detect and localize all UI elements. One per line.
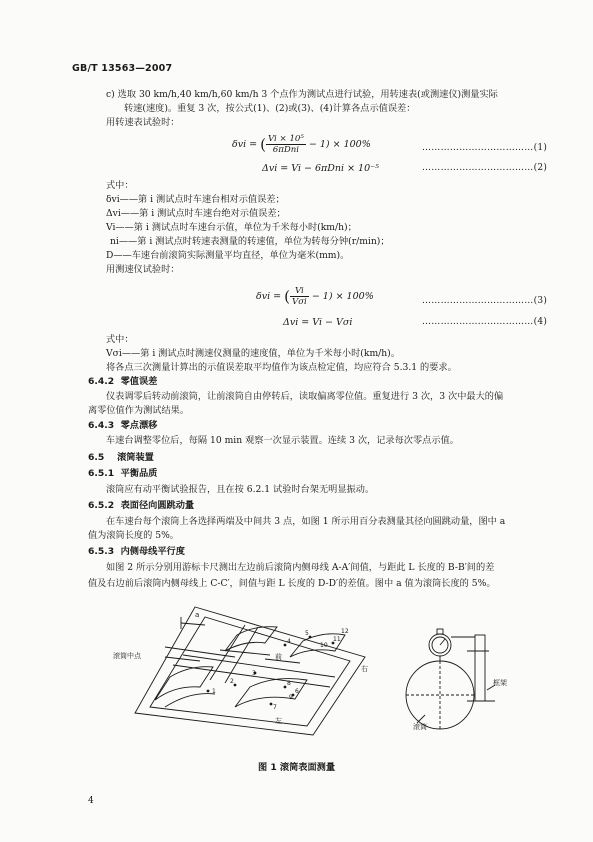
section-6-5-1-p1: 滚筒应有动平衡试验报告，且在按 6.2.1 试验时台架无明显振动。 <box>106 484 375 495</box>
item-c-line2: 转速(速度)。重复 3 次，按公式(1)、(2)或(3)、(4)计算各点示值误差： <box>124 103 416 114</box>
eq1-lhs: δvi = <box>232 139 261 150</box>
section-6-5-1-heading: 6.5.1 平衡品质 <box>88 468 158 479</box>
speed-intro: 用测速仪试验时： <box>106 264 180 275</box>
section-6-4-3-heading: 6.4.3 零点漂移 <box>88 420 158 431</box>
fig-label-frame: 框架 <box>493 679 507 687</box>
eq3-numerator: Vi <box>290 286 309 297</box>
section-6-5-heading: 6.5 滚筒装置 <box>88 452 154 463</box>
section-6-4-2-p2: 离零位值作为测试结果。 <box>88 405 190 416</box>
where-label-1: 式中： <box>106 180 134 191</box>
eq1-denominator: 6πDni <box>272 145 300 155</box>
drum-front-left <box>155 667 213 700</box>
fig-point-1: 1 <box>212 688 216 695</box>
fig-point-4: 4 <box>287 638 291 645</box>
equation-2: Δvi = Vi − 6πDni × 10⁻⁵ <box>262 163 379 174</box>
eq3-ref: ………………………………(3) <box>422 296 548 306</box>
frame-outline <box>135 607 365 735</box>
def-ni: ni——第 i 测试点时转速表测量的转速值，单位为转每分钟(r/min)； <box>110 236 390 247</box>
fig-label-drum-midpoint: 滚筒中点 <box>113 652 141 660</box>
eq3-denominator: Vσi <box>291 297 307 307</box>
fig-point-8: 8 <box>287 680 291 687</box>
page-number: 4 <box>88 796 94 806</box>
fig-label-a: a <box>195 611 200 619</box>
section-6-4-3-p1: 车速台调整零位后，每隔 10 min 观察一次显示装置。连续 3 次，记录每次零点示值。 <box>106 435 459 446</box>
fig-label-drum: 滚筒 <box>413 723 427 731</box>
where-label-2: 式中： <box>106 334 134 345</box>
equation-4: Δvi = Vi − Vσi <box>283 317 353 328</box>
section-6-5-2-p2: 值为滚筒长度的 5%。 <box>88 530 179 541</box>
section-6-5-3-heading: 6.5.3 内侧母线平行度 <box>88 546 185 557</box>
section-6-5-2-heading: 6.5.2 表面径向圆跳动量 <box>88 500 195 511</box>
fig-point-10: 10 <box>320 642 328 649</box>
eq3-fraction <box>290 286 309 307</box>
eq3-rhs: − 1) × 100% <box>308 291 374 302</box>
standard-number: GB/T 13563—2007 <box>72 63 173 74</box>
figure-caption: 图 1 滚筒表面测量 <box>257 762 336 773</box>
fig-label-front: 前 <box>275 653 282 661</box>
section-6-5-3-p2: 值及右边前后滚筒内侧母线上 C-C′，间值与距 L 长度的 D-D′的差值。图中 a 值为滚筒长度的 5%。 <box>88 578 496 589</box>
section-6-5-3-p1: 如图 2 所示分别用游标卡尺测出左边前后滚筒内侧母线 A-A′间值，与距此 L 长度的 B-B′间的差 <box>106 562 495 573</box>
frame-bracket <box>475 635 485 701</box>
eq1-numerator: Vi × 10⁵ <box>267 134 304 144</box>
figure-1-drum-measurement <box>95 595 515 750</box>
fig-point-12: 12 <box>341 628 349 635</box>
def-d: D——车速台前滚筒实际测量平均直径，单位为毫米(mm)。 <box>106 250 350 261</box>
fig-point-9: 9 <box>289 694 293 701</box>
equation-1: δvi = ( $\frac{\text{Vi × 10⁵}}{\text{6πDni}}$ − 1) × 100% <box>232 134 371 155</box>
fig-point-6: 6 <box>295 688 299 695</box>
fig-point-3: 3 <box>252 670 256 677</box>
fig-label-left: 左 <box>275 717 282 725</box>
eq1-fraction <box>266 134 306 155</box>
def-v-sigma: Vσi——第 i 测试点时测速仪测量的速度值，单位为千米每小时(km/h)。 <box>106 348 400 359</box>
def-vi: Vi——第 i 测试点时车速台示值，单位为千米每小时(km/h)； <box>106 222 357 233</box>
fig-point-11: 11 <box>333 636 341 643</box>
item-c-line1: c) 选取 30 km/h,40 km/h,60 km/h 3 个点作为测试点进行试验，用转速表(或测速仪)测量实际 <box>106 89 498 100</box>
eq3-lhs: δvi = <box>256 291 285 302</box>
section-6-5-2-p1: 在车速台每个滚筒上各选择两端及中间共 3 点，如图 1 所示用百分表测量其径向圆跳动量，图中 a <box>106 516 506 527</box>
eq1-ref: ………………………………(1) <box>422 143 548 153</box>
fig-point-2: 2 <box>230 678 234 685</box>
fig-label-right: 右 <box>361 665 368 673</box>
fig-point-5: 5 <box>305 630 309 637</box>
average-statement: 将各点三次测量计算出的示值误差取平均值作为该点检定值，均应符合 5.3.1 的要求。 <box>106 362 457 373</box>
section-6-4-2-p1: 仪表调零后转动前滚筒，让前滚筒自由停转后，读取偏离零位值。重复进行 3 次，3 次中最大的偏 <box>106 391 504 402</box>
def-delta-rel: δvi——第 i 测试点时车速台相对示值误差； <box>106 194 285 205</box>
def-delta-abs: Δvi——第 i 测试点时车速台绝对示值误差； <box>106 208 286 219</box>
eq4-ref: ………………………………(4) <box>422 317 548 327</box>
fig-point-7: 7 <box>273 704 277 711</box>
equation-3: δvi = ( $\frac{Vi}{\text{Vσi}}$ − 1) × 100% <box>256 286 374 307</box>
section-6-4-2-heading: 6.4.2 零值误差 <box>88 376 158 387</box>
eq2-ref: ………………………………(2) <box>422 163 548 173</box>
eq1-rhs: − 1) × 100% <box>305 139 371 150</box>
tach-intro: 用转速表试验时： <box>106 117 180 128</box>
